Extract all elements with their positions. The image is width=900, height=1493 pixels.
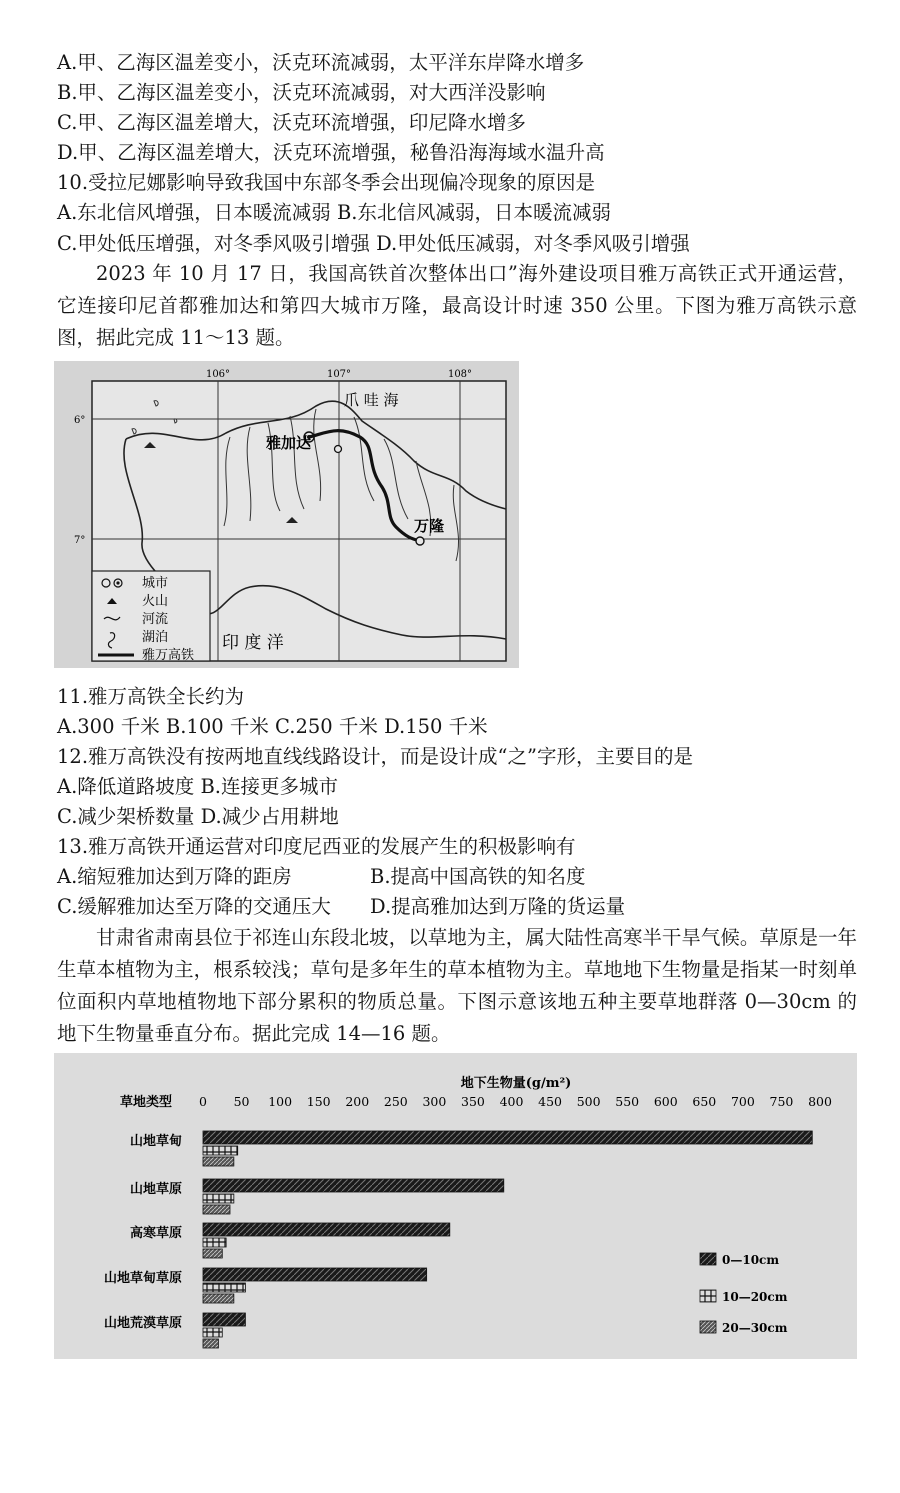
x-tick-label: 450: [538, 1094, 562, 1109]
bar-0-10cm: [203, 1268, 427, 1281]
lon-label-106: 106°: [205, 369, 231, 380]
indian-ocean-label: 印 度 洋: [222, 633, 284, 653]
chart-title: 地下生物量(g/m²): [460, 1076, 572, 1091]
bar-10-20cm: [203, 1146, 238, 1155]
bar-0-10cm: [203, 1131, 812, 1144]
lat-label-6: 6°: [74, 415, 86, 426]
lon-label-107: 107°: [326, 369, 352, 380]
q11-options: A.300 千米 B.100 千米 C.250 千米 D.150 千米: [57, 715, 488, 738]
q9-option-a: A.甲、乙海区温差变小，沃克环流减弱，太平洋东岸降水增多: [57, 51, 585, 74]
bar-20-30cm: [203, 1339, 218, 1348]
x-tick-label: 700: [730, 1094, 755, 1109]
legend-swatch: [700, 1321, 716, 1333]
lon-label-108: 108°: [447, 369, 473, 380]
svg-text:河流: 河流: [142, 612, 169, 627]
legend-swatch: [700, 1290, 716, 1302]
bar-10-20cm: [203, 1283, 245, 1292]
biomass-chart: [54, 1053, 857, 1359]
q12-options-line1: A.降低道路坡度 B.连接更多城市: [57, 775, 339, 798]
java-sea-label: 爪 哇 海: [344, 391, 399, 409]
q9-option-d: D.甲、乙海区温差增大，沃克环流增强，秘鲁沿海海域水温升高: [57, 141, 605, 164]
svg-text:湖泊: 湖泊: [142, 630, 169, 645]
svg-text:雅万高铁: 雅万高铁: [142, 648, 195, 663]
legend-swatch: [700, 1253, 716, 1265]
lat-label-7: 7°: [74, 535, 86, 546]
q10-options-line2: C.甲处低压增强，对冬季风吸引增强 D.甲处低压减弱，对冬季风吸引增强: [57, 232, 690, 255]
x-tick-label: 550: [615, 1094, 640, 1109]
q10-options-line1: A.东北信风增强，日本暖流减弱 B.东北信风减弱，日本暖流减弱: [57, 201, 612, 224]
category-label: 山地草原: [129, 1182, 182, 1197]
x-tick-label: 650: [692, 1094, 717, 1109]
bar-10-20cm: [203, 1194, 234, 1203]
bar-20-30cm: [203, 1294, 234, 1303]
bandung-marker: [416, 537, 424, 545]
bandung-label: 万隆: [414, 517, 445, 535]
chart-svg: [54, 1053, 857, 1359]
chart-legend: [700, 1253, 788, 1335]
x-tick-label: 800: [808, 1094, 832, 1109]
x-tick-label: 150: [306, 1094, 331, 1109]
q12-stem: 12.雅万高铁没有按两地直线线路设计，而是设计成“之”字形，主要目的是: [57, 745, 693, 768]
bar-20-30cm: [203, 1205, 230, 1214]
q13-option-d: D.提高雅加达到万隆的货运量: [370, 895, 626, 918]
q11-stem: 11.雅万高铁全长约为: [57, 685, 245, 708]
bar-0-10cm: [203, 1179, 504, 1192]
q10-stem: 10.受拉尼娜影响导致我国中东部冬季会出现偏冷现象的原因是: [57, 171, 596, 194]
bar-0-10cm: [203, 1223, 450, 1236]
intro-14-16: 甘肃省肃南县位于祁连山东段北坡，以草地为主，属大陆性高寒半干旱气候。草原是一年生草本植物为主，根系较浅；草句是多年生的草本植物为主。草地地下生物量是指某一时刻单位面积内草地植物地下部分累积的物质总量。下图示意该地五种主要草地群落 0—30cm 的地下生物量垂直分布。据此完成 14—16 题。: [57, 926, 857, 1045]
category-label: 山地荒漠草原: [103, 1316, 182, 1331]
x-tick-label: 350: [461, 1094, 485, 1109]
bar-10-20cm: [203, 1328, 222, 1337]
bar-10-20cm: [203, 1238, 226, 1247]
railway-map: [54, 361, 519, 668]
x-tick-label: 750: [769, 1094, 794, 1109]
category-label: 山地草甸草原: [103, 1271, 182, 1286]
svg-text:城市: 城市: [142, 576, 169, 591]
q12-options-line2: C.减少架桥数量 D.减少占用耕地: [57, 805, 339, 828]
x-tick-label: 300: [422, 1094, 447, 1109]
q13-option-b: B.提高中国高铁的知名度: [370, 865, 586, 888]
q13-option-c: C.缓解雅加达至万降的交通压大: [57, 895, 331, 918]
category-label: 高寒草原: [129, 1226, 182, 1241]
q9-option-b: B.甲、乙海区温差变小，沃克环流减弱，对大西洋没影响: [57, 81, 546, 104]
q13-option-a: A.缩短雅加达到万降的距房: [57, 865, 292, 888]
bar-0-10cm: [203, 1313, 245, 1326]
legend-label: 0—10cm: [722, 1253, 780, 1267]
x-tick-label: 250: [383, 1094, 408, 1109]
map-svg: [54, 361, 519, 668]
bar-20-30cm: [203, 1157, 234, 1166]
legend-label: 10—20cm: [722, 1290, 788, 1304]
legend-label: 20—30cm: [722, 1321, 788, 1335]
x-tick-label: 400: [499, 1094, 524, 1109]
category-label: 山地草甸: [129, 1134, 182, 1149]
x-tick-label: 50: [233, 1094, 250, 1109]
jakarta-label: 雅加达: [266, 434, 312, 452]
category-axis-label: 草地类型: [119, 1095, 173, 1110]
svg-text:火山: 火山: [142, 594, 169, 609]
x-tick-label: 0: [199, 1094, 207, 1109]
x-tick-label: 500: [576, 1094, 601, 1109]
x-tick-label: 100: [268, 1094, 293, 1109]
x-tick-label: 600: [653, 1094, 678, 1109]
bar-20-30cm: [203, 1249, 222, 1258]
q9-option-c: C.甲、乙海区温差增大，沃克环流增强，印尼降水增多: [57, 111, 526, 134]
x-tick-label: 200: [345, 1094, 370, 1109]
intro-11-13: 2023 年 10 月 17 日，我国高铁首次整体出口”海外建设项目雅万高铁正式开通运营，它连接印尼首都雅加达和第四大城市万隆，最高设计时速 350 公里。下图为雅万高铁示意图，据此完成 11～13 题。: [57, 262, 857, 349]
q13-stem: 13.雅万高铁开通运营对印度尼西亚的发展产生的积极影响有: [57, 835, 576, 858]
